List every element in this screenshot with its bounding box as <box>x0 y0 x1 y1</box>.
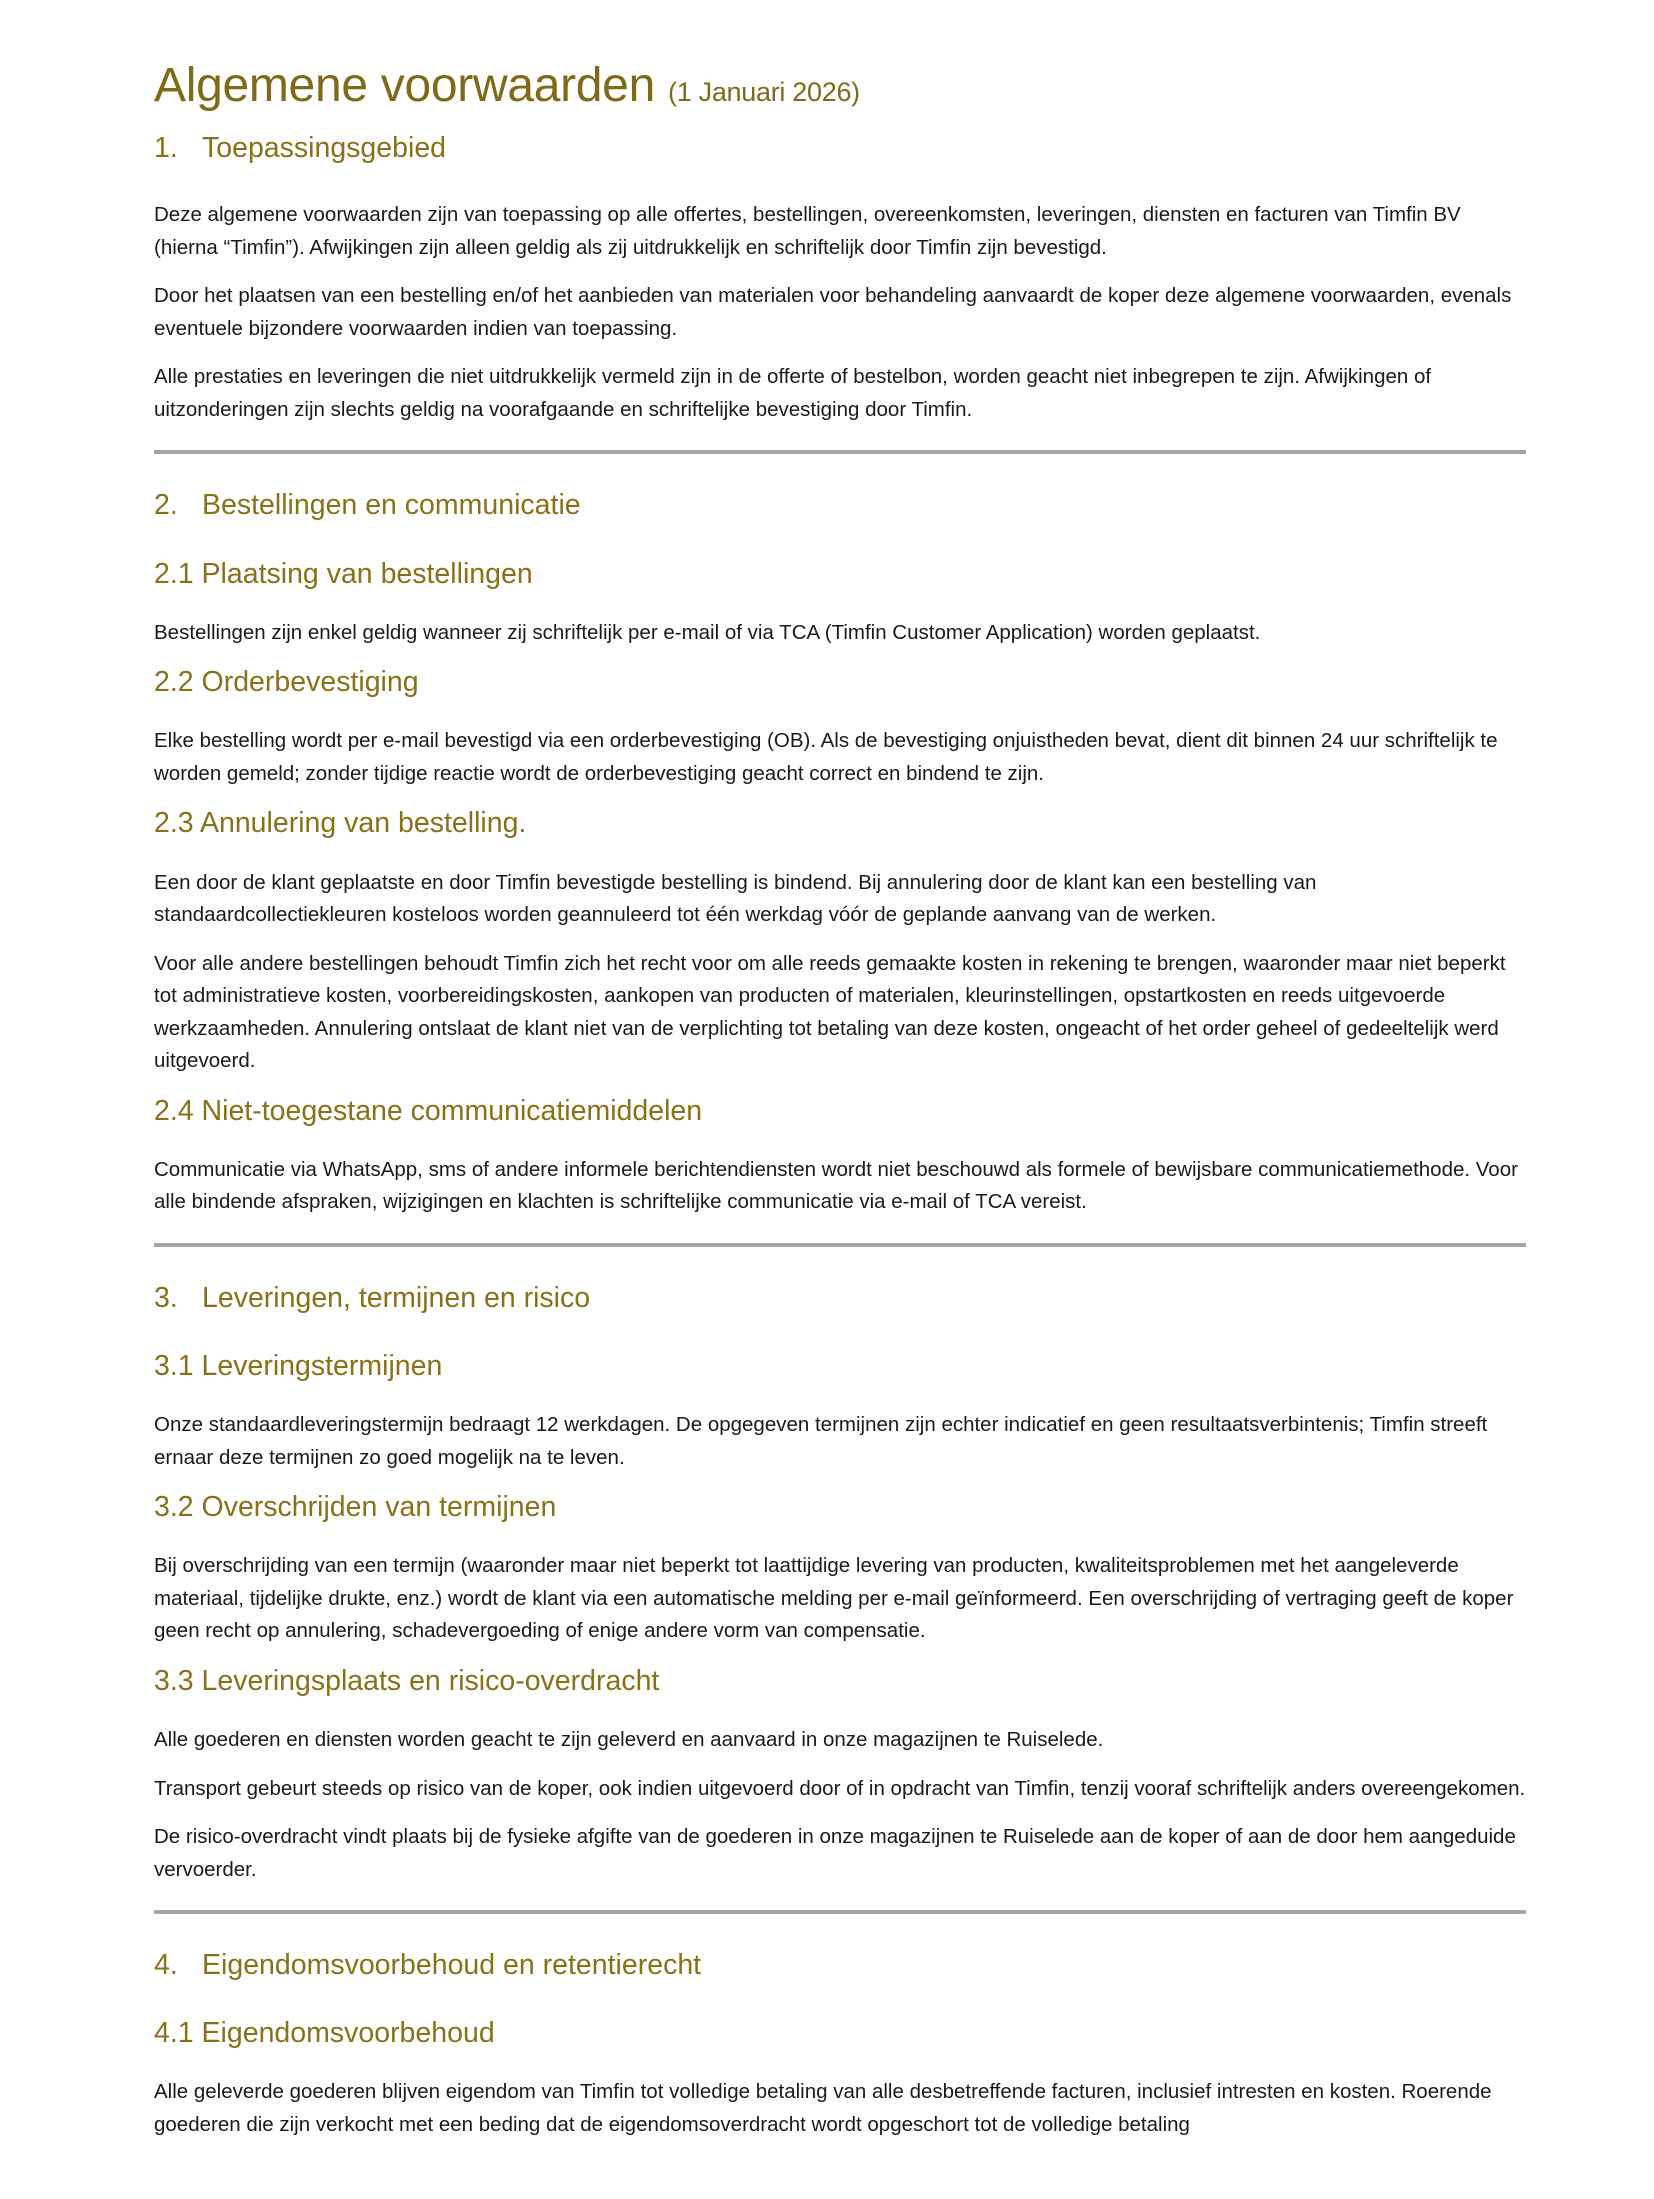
subsection-4-1-heading: 4.1 Eigendomsvoorbehoud <box>154 2017 495 2050</box>
paragraph: Bestellingen zijn enkel geldig wanneer zij schriftelijk per e-mail of via TCA (Timfin Customer Application) worden geplaatst. <box>154 620 1261 644</box>
title-date: (1 Januari 2026) <box>668 77 860 107</box>
section-4-heading <box>154 1948 1526 1982</box>
paragraph: Alle goederen en diensten worden geacht te zijn geleverd en aanvaard in onze magazijnen te Ruiselede. <box>154 1728 1104 1752</box>
paragraph: De risico-overdracht vindt plaats bij de fysieke afgifte van de goederen in onze magazijnen te Ruiselede aan de koper of aan de door hem aangeduide vervoerder. <box>154 1825 1516 1881</box>
paragraph: Alle prestaties en leveringen die niet uitdrukkelijk vermeld zijn in de offerte of bestelbon, worden geacht niet inbegrepen te zijn. Afwijkingen of uitzonderingen zijn slechts geldig na voorafgaande en schriftelijke bevestiging door Timfin. <box>154 365 1432 421</box>
section-3-heading <box>154 1281 1526 1315</box>
section-title: Leveringen, termijnen en risico <box>202 1281 591 1314</box>
title-main: Algemene voorwaarden <box>154 59 655 112</box>
section-number: 3. <box>154 1281 178 1314</box>
section-divider <box>154 1243 1526 1247</box>
document-title <box>154 58 1526 113</box>
section-1-heading <box>154 131 1526 165</box>
subsection-2-1-heading: 2.1 Plaatsing van bestellingen <box>154 557 533 590</box>
paragraph: Een door de klant geplaatste en door Timfin bevestigde bestelling is bindend. Bij annulering door de klant kan een bestelling van standaardcollectiekleuren kosteloos worden geannuleerd tot één werkdag vóór de geplande aanvang van de werken. <box>154 870 1317 927</box>
subsection-3-2-heading: 3.2 Overschrijden van termijnen <box>154 1491 557 1524</box>
section-title: Toepassingsgebied <box>202 132 447 165</box>
subsection-3-1-heading: 3.1 Leveringstermijnen <box>154 1350 443 1382</box>
section-title: Bestellingen en communicatie <box>202 489 581 522</box>
paragraph: Voor alle andere bestellingen behoudt Timfin zich het recht voor om alle reeds gemaakte kosten in rekening te brengen, waaronder maar niet beperkt tot administratieve kosten, voorbereidingskosten, aankopen van producten of materialen, kleurinstellingen, opstartkosten en reeds uitgevoerde werkzaamheden. Annulering ontslaat de klant niet van de verplichting tot betaling van deze kosten, ongeacht of het order geheel of gedeeltelijk werd uitgevoerd. <box>154 951 1506 1073</box>
subsection-2-4-heading: 2.4 Niet-toegestane communicatiemiddelen <box>154 1094 703 1127</box>
paragraph: Door het plaatsen van een bestelling en/of het aanbieden van materialen voor behandeling aanvaardt de koper deze algemene voorwaarden, evenals eventuele bijzondere voorwaarden indien van toepassing. <box>154 284 1512 340</box>
paragraph: Bij overschrijding van een termijn (waaronder maar niet beperkt tot laattijdige levering van producten, kwaliteitsproblemen met het aangeleverde materiaal, tijdelijke drukte, enz.) wordt de klant via een automatische melding per e-mail geïnformeerd. Een overschrijding of vertraging geeft de koper geen recht op annulering, schadevergoeding of enige andere vorm van compensatie. <box>154 1554 1514 1643</box>
subsection-2-3-heading: 2.3 Annulering van bestelling. <box>154 807 527 840</box>
paragraph: Transport gebeurt steeds op risico van de koper, ook indien uitgevoerd door of in opdracht van Timfin, tenzij vooraf schriftelijk anders overeengekomen. <box>154 1776 1526 1800</box>
section-divider <box>154 450 1526 454</box>
paragraph: Elke bestelling wordt per e-mail bevestigd via een orderbevestiging (OB). Als de bevestiging onjuistheden bevat, dient dit binnen 24 uur schriftelijk te worden gemeld; zonder tijdige reactie wordt de orderbevestiging geacht correct en bindend te zijn. <box>154 729 1498 785</box>
paragraph: Deze algemene voorwaarden zijn van toepassing op alle offertes, bestellingen, overeenkomsten, leveringen, diensten en facturen van Timfin BV (hierna “Timfin”). Afwijkingen zijn alleen geldig als zij uitdrukkelijk en schriftelijk door Timfin zijn bevestigd. <box>154 203 1461 259</box>
section-divider <box>154 1910 1526 1914</box>
paragraph: Onze standaardleveringstermijn bedraagt 12 werkdagen. De opgegeven termijnen zijn echter indicatief en geen resultaatsverbintenis; Timfin streeft ernaar deze termijnen zo goed mogelijk na te leven. <box>154 1413 1488 1469</box>
section-number: 2. <box>154 489 178 522</box>
document-page <box>154 58 1526 2157</box>
paragraph: Alle geleverde goederen blijven eigendom van Timfin tot volledige betaling van alle desbetreffende facturen, inclusief intresten en kosten. Roerende goederen die zijn verkocht met een beding dat de eigendomsoverdracht wordt opgeschort tot de volledige betaling <box>154 2080 1492 2136</box>
section-number: 1. <box>154 132 178 165</box>
section-number: 4. <box>154 1949 178 1982</box>
subsection-2-2-heading: 2.2 Orderbevestiging <box>154 666 419 699</box>
section-2-heading <box>154 488 1526 522</box>
section-title: Eigendomsvoorbehoud en retentierecht <box>202 1949 702 1982</box>
subsection-3-3-heading: 3.3 Leveringsplaats en risico-overdracht <box>154 1664 660 1697</box>
paragraph: Communicatie via WhatsApp, sms of andere informele berichtendiensten wordt niet beschouwd als formele of bewijsbare communicatiemethode. Voor alle bindende afspraken, wijzigingen en klachten is schriftelijke communicatie via e-mail of TCA vereist. <box>154 1157 1518 1214</box>
